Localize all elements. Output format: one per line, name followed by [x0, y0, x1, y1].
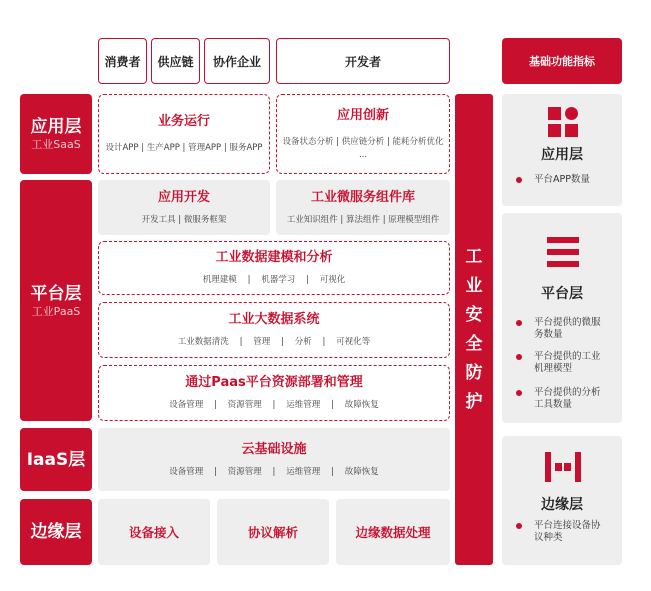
- bullet-dot: [516, 320, 522, 326]
- box-title: 协议解析: [247, 525, 298, 540]
- paas-row-bigdata: [98, 302, 450, 358]
- role-consumer: [98, 38, 147, 84]
- indicator-item-text: 务数量: [534, 329, 563, 340]
- bullet-dot: [516, 390, 522, 396]
- box-desc: 开发工具 | 微服务框架: [141, 214, 227, 225]
- layer-subtitle: 工业SaaS: [31, 138, 81, 151]
- security-label: [464, 243, 484, 417]
- box-desc: 设备管理 | 资源管理 | 运维管理 | 故障恢复: [169, 400, 379, 410]
- role-supply-chain: [151, 38, 200, 84]
- saas-box-innovation: [276, 94, 450, 174]
- paas-box-app-dev: [98, 180, 270, 235]
- box-title: 业务运行: [157, 114, 210, 129]
- grid-blocks-icon: [547, 106, 579, 138]
- role-label: 协作企业: [212, 54, 261, 69]
- indicator-item-text: 平台提供的分析: [534, 387, 601, 398]
- box-title: 设备接入: [128, 525, 179, 540]
- bullet-dot: [516, 523, 522, 529]
- indicator-card-edge: [502, 436, 622, 565]
- indicator-item-text: 议种类: [534, 532, 563, 543]
- layer-title: 平台层: [30, 283, 82, 304]
- indicator-item-text: 平台APP数量: [534, 174, 590, 185]
- box-title: 边缘数据处理: [355, 525, 431, 540]
- box-desc: 工业数据清洗 | 管理 | 分析 | 可视化等: [177, 337, 371, 347]
- layer-title: 应用层: [30, 117, 82, 137]
- edge-box-device-access: [98, 499, 210, 565]
- indicator-header-label: 基础功能指标: [529, 55, 595, 68]
- indicator-item-text: 平台提供的工业: [534, 351, 601, 362]
- security-char: 业: [465, 275, 483, 296]
- security-char: 全: [465, 333, 483, 354]
- edge-box-edge-processing: [336, 499, 450, 565]
- box-title: 工业微服务组件库: [310, 189, 415, 205]
- layer-label-iaas: [20, 428, 92, 491]
- bullet-dot: [516, 354, 522, 360]
- role-label: 供应链: [157, 54, 194, 69]
- layer-title: IaaS层: [26, 449, 86, 470]
- indicator-item-text: 平台提供的微服: [534, 317, 601, 328]
- indicator-card-title: 边缘层: [541, 497, 583, 513]
- indicator-item-text: 平台连接设备协: [534, 520, 601, 531]
- role-developer: [276, 38, 450, 84]
- edge-box-protocol: [217, 499, 329, 565]
- box-title: 云基础设施: [241, 441, 307, 457]
- security-char: 护: [465, 391, 483, 412]
- indicator-card-title: 应用层: [541, 147, 583, 163]
- box-desc: 工业知识组件 | 算法组件 | 原理模型组件: [286, 214, 440, 225]
- iaas-box-cloud: [98, 428, 450, 491]
- security-char: 防: [465, 362, 483, 383]
- industrial-security-column: [455, 94, 493, 565]
- indicator-card-title: 平台层: [541, 286, 583, 302]
- saas-box-business: [98, 94, 270, 174]
- indicator-card-saas: [502, 94, 622, 206]
- stacked-bars-icon: [547, 237, 579, 267]
- layer-subtitle: 工业PaaS: [31, 304, 81, 318]
- box-title: 通过Paas平台资源部署和管理: [185, 375, 363, 390]
- role-partner: [204, 38, 270, 84]
- role-label: 开发者: [344, 54, 381, 69]
- paas-row-deploy: [98, 365, 450, 421]
- box-title: 工业大数据系统: [228, 312, 320, 327]
- security-char: 安: [465, 304, 483, 325]
- layer-label-saas: [20, 94, 92, 174]
- security-char: 工: [465, 246, 483, 267]
- box-title: 应用开发: [157, 189, 210, 205]
- paas-box-microservices: [276, 180, 450, 235]
- indicator-item-text: 工具数量: [534, 399, 573, 410]
- box-title: 工业数据建模和分析: [215, 250, 333, 265]
- box-title: 应用创新: [336, 108, 389, 123]
- layer-title: 边缘层: [30, 522, 82, 542]
- indicator-header: [502, 38, 622, 84]
- layer-label-edge: [20, 499, 92, 565]
- indicator-item-text: 机理模型: [534, 363, 573, 374]
- layer-label-paas: [20, 180, 92, 421]
- role-label: 消费者: [104, 54, 141, 69]
- paas-row-modeling: [98, 241, 450, 295]
- box-desc: 机理建模 | 机器学习 | 可视化: [202, 275, 346, 285]
- box-desc: 设备管理 | 资源管理 | 运维管理 | 故障恢复: [169, 466, 379, 477]
- edge-bracket-icon: [545, 452, 581, 482]
- box-desc: 设备状态分析 | 供应链分析 | 能耗分析优化: [282, 137, 444, 147]
- bullet-dot: [516, 177, 522, 183]
- indicator-card-paas: [502, 213, 622, 423]
- box-desc: 设计APP | 生产APP | 管理APP | 服务APP: [105, 143, 263, 153]
- box-desc-more: ...: [358, 150, 368, 160]
